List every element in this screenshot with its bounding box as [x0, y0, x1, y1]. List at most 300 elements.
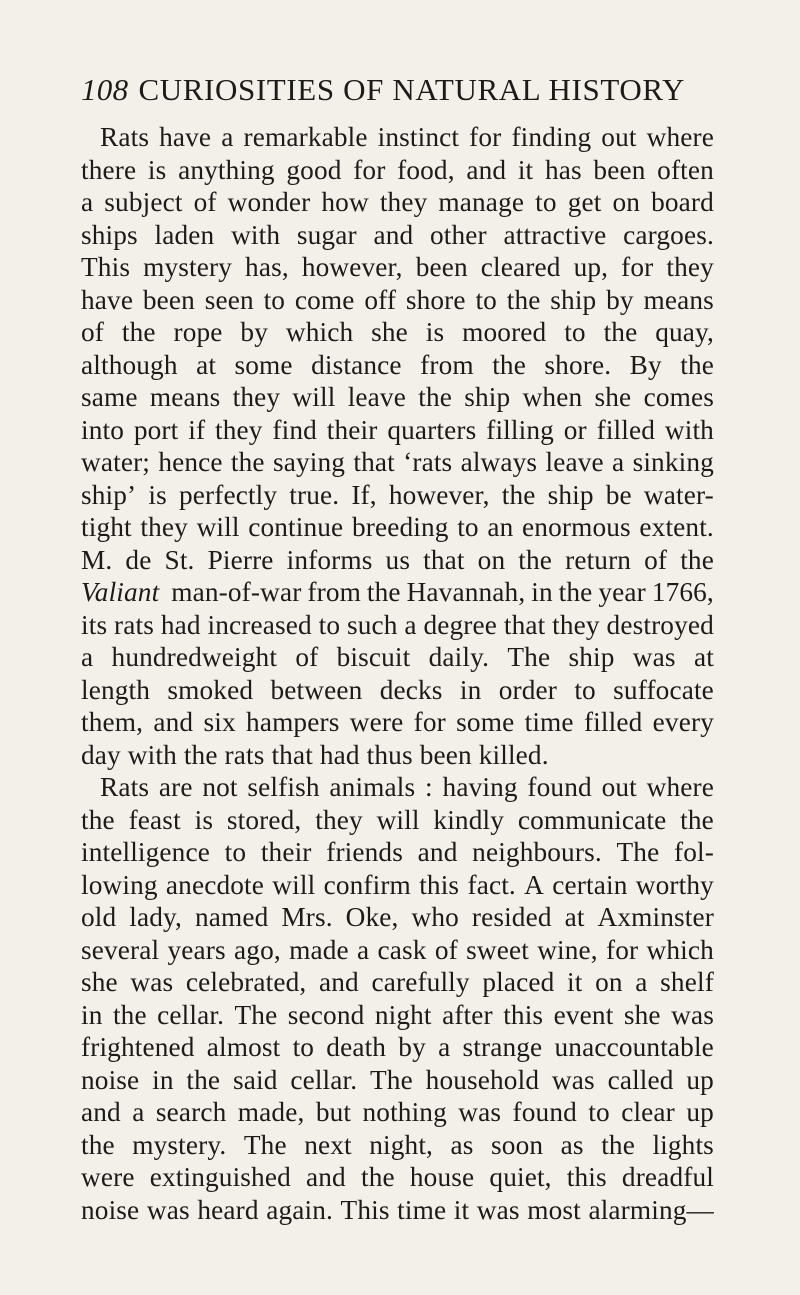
word: she — [81, 967, 118, 997]
word: they — [140, 512, 188, 542]
text-line — [81, 869, 714, 902]
word: with — [231, 219, 281, 250]
word: soon — [491, 1129, 544, 1160]
word: named — [194, 902, 269, 932]
word: water- — [643, 479, 714, 510]
word: wonder — [227, 187, 311, 217]
word: in — [81, 999, 103, 1030]
word: lowing — [81, 869, 158, 900]
word: of — [434, 934, 458, 965]
word: friends — [326, 837, 403, 867]
word: perfectly — [178, 479, 278, 510]
word: a — [81, 187, 94, 217]
word: were — [81, 1162, 135, 1192]
word: leave — [347, 382, 406, 412]
body-text — [81, 121, 714, 1226]
word: filled — [583, 707, 643, 737]
word: The — [243, 1129, 287, 1160]
page-number: 108 — [81, 72, 129, 107]
word: made, — [237, 1097, 305, 1127]
word: house — [409, 1162, 475, 1192]
word: on — [595, 967, 623, 997]
word: such — [346, 609, 398, 640]
word: household — [425, 1064, 540, 1095]
word: anything — [178, 154, 275, 185]
text-line — [81, 154, 714, 187]
word: search — [155, 1097, 227, 1127]
word: night, — [369, 1129, 434, 1160]
word: unaccountable — [554, 1032, 714, 1062]
word: always — [460, 447, 538, 477]
word: board — [651, 187, 714, 217]
word: means — [149, 382, 221, 412]
word: filled — [596, 414, 656, 445]
text-line — [81, 381, 714, 414]
word: finding — [511, 122, 592, 152]
word: are — [158, 772, 193, 802]
word: and — [417, 837, 458, 867]
word: however, — [301, 252, 403, 282]
word: Mrs. — [281, 902, 333, 932]
word: ships — [81, 219, 138, 250]
word: ship — [464, 382, 511, 412]
word: remarkable — [243, 122, 368, 152]
word: placed — [482, 967, 555, 997]
word: the — [366, 577, 401, 607]
word: get — [567, 187, 602, 217]
word: cellar. — [290, 1064, 358, 1095]
word: will — [292, 382, 336, 412]
text-line — [81, 446, 714, 479]
word: up — [686, 1064, 714, 1095]
word: saying — [272, 447, 346, 477]
word: noise — [81, 1064, 140, 1095]
word: a — [357, 934, 370, 965]
word: have — [159, 122, 212, 152]
word: they — [379, 187, 428, 217]
word: neighbours. — [472, 837, 602, 867]
word: its — [81, 609, 108, 640]
word: old — [81, 902, 117, 932]
word: that — [423, 544, 465, 575]
word: heard — [197, 1194, 259, 1225]
word: If, — [351, 479, 377, 510]
word: return — [565, 544, 632, 575]
word: for — [413, 707, 446, 737]
word: to — [318, 609, 341, 640]
word: and — [466, 154, 507, 185]
word: she — [371, 317, 408, 347]
word: will — [196, 512, 240, 542]
running-title: CURIOSITIES OF NATURAL HISTORY — [138, 72, 685, 107]
word: man-of-war — [171, 577, 302, 607]
text-line — [81, 186, 714, 219]
word: quarters — [387, 414, 477, 445]
word: they — [315, 804, 363, 835]
word: clear — [621, 1097, 675, 1127]
word: filling — [486, 414, 554, 445]
word: the — [680, 544, 714, 575]
word: at — [564, 902, 585, 932]
word: it — [453, 1194, 470, 1225]
word: years — [167, 934, 226, 965]
word: increased — [207, 609, 312, 640]
word: in — [152, 1064, 174, 1095]
text-line-last-paragraph-line — [81, 739, 714, 772]
word: suffocate — [613, 674, 714, 705]
word: is — [194, 804, 214, 835]
word: Axminster — [597, 902, 714, 932]
word: cargoes. — [623, 219, 714, 250]
word: the — [501, 479, 536, 510]
text-line — [81, 511, 714, 544]
word: often — [657, 154, 714, 185]
text-line — [81, 609, 714, 642]
word: the — [121, 317, 156, 347]
word: called — [607, 1064, 674, 1095]
word: instinct — [377, 122, 460, 152]
text-line — [81, 934, 714, 967]
word: had — [160, 609, 201, 640]
word: been — [142, 284, 195, 315]
word: to — [457, 512, 479, 542]
running-head — [81, 72, 714, 118]
word: food, — [397, 154, 455, 185]
word: it — [567, 967, 583, 997]
word: attractive — [503, 219, 607, 250]
word: worthy — [635, 869, 714, 900]
word: will — [376, 804, 420, 835]
word: from — [420, 349, 474, 380]
word: was — [130, 967, 174, 997]
word: to — [224, 837, 247, 867]
word: the — [558, 577, 593, 607]
word: several — [81, 934, 160, 965]
word: they — [552, 609, 600, 640]
word: have — [81, 284, 134, 315]
word: M. — [81, 544, 113, 575]
word: a — [221, 122, 234, 152]
word: de — [125, 544, 152, 575]
word: other — [430, 219, 487, 250]
word: tight — [81, 512, 132, 542]
word: to — [574, 674, 596, 705]
word: subject — [104, 187, 183, 217]
word: although — [81, 349, 178, 380]
word: daily. — [428, 642, 490, 672]
word: from — [307, 577, 361, 607]
word: degree — [423, 609, 498, 640]
word: was — [476, 1194, 520, 1225]
word: in — [531, 577, 553, 607]
word: hundredweight — [111, 642, 278, 672]
word: laden — [154, 219, 215, 250]
word: dreadful — [621, 1162, 714, 1192]
text-line — [81, 121, 714, 154]
word: off — [364, 284, 397, 315]
word: The — [616, 837, 660, 867]
word: it — [517, 154, 534, 185]
word: on — [612, 187, 641, 217]
word: rope — [173, 317, 223, 347]
word: the — [518, 544, 553, 575]
word: continue — [248, 512, 344, 542]
word: distance — [311, 349, 402, 380]
word: of — [295, 642, 319, 672]
text-line — [81, 1096, 714, 1129]
word: the — [680, 349, 714, 380]
word: the — [81, 1129, 115, 1160]
word: lady, — [129, 902, 182, 932]
word: enormous — [522, 512, 631, 542]
word: : — [425, 772, 433, 802]
word: animals — [329, 772, 416, 802]
word: by — [606, 284, 634, 315]
word: found — [512, 1097, 577, 1127]
word: nothing — [362, 1097, 447, 1127]
word: for — [353, 154, 386, 185]
text-line — [81, 1031, 714, 1064]
word: but — [315, 1097, 352, 1127]
word: been — [415, 252, 468, 282]
word: fol- — [674, 837, 714, 867]
word: of — [81, 317, 105, 347]
word: fact. — [467, 869, 516, 900]
word: to — [475, 284, 497, 315]
word: decks — [379, 674, 443, 705]
word: were — [349, 707, 404, 737]
word: extinguished — [149, 1162, 291, 1192]
word: order — [498, 674, 557, 705]
text-line — [81, 1161, 714, 1194]
word: Havannah, — [406, 577, 526, 607]
word: alarming— — [588, 1194, 714, 1225]
word: lights — [652, 1129, 714, 1160]
word: stored, — [226, 804, 302, 835]
word: there — [81, 154, 137, 185]
word: selfish — [247, 772, 320, 802]
text-line — [81, 966, 714, 999]
word: they — [215, 414, 263, 445]
word: of — [193, 187, 217, 217]
word: with — [664, 414, 714, 445]
word: however, — [388, 479, 490, 510]
word: almost — [206, 1032, 281, 1062]
text-line — [81, 674, 714, 707]
word: smoked — [167, 674, 254, 705]
text-line — [81, 544, 714, 577]
word: some — [234, 349, 293, 380]
text-line — [81, 479, 714, 512]
word: not — [202, 772, 238, 802]
word: 1766, — [651, 577, 714, 607]
word: a — [132, 1097, 145, 1127]
word: this — [419, 869, 460, 900]
word: destroyed — [606, 609, 714, 640]
word: certain — [552, 869, 628, 900]
word: event — [553, 999, 614, 1030]
word: to — [292, 1032, 315, 1062]
word: ago, — [234, 934, 281, 965]
word: moored — [462, 317, 547, 347]
text-line-with-italic — [81, 576, 714, 609]
word: ship — [550, 284, 597, 315]
word: at — [693, 642, 714, 672]
word: this — [503, 999, 544, 1030]
word: and — [81, 1097, 121, 1127]
text-line — [81, 999, 714, 1032]
word: she — [623, 999, 661, 1030]
word: hence — [158, 447, 223, 477]
word: This — [81, 252, 131, 282]
word: St. — [164, 544, 195, 575]
word: made — [289, 934, 349, 965]
word: to — [588, 1097, 610, 1127]
word: wine, — [537, 934, 598, 965]
word: resided — [471, 902, 552, 932]
word: the — [186, 1064, 221, 1095]
word: of — [644, 544, 668, 575]
word: when — [522, 382, 583, 412]
word: on — [477, 544, 506, 575]
text-line — [81, 804, 714, 837]
word: which — [646, 934, 714, 965]
word: strange — [462, 1032, 543, 1062]
word: Rats — [100, 122, 150, 152]
word: feast — [128, 804, 181, 835]
word: a — [612, 447, 625, 477]
word: said — [232, 1064, 278, 1095]
word: into — [81, 414, 125, 445]
word: ‘rats — [403, 447, 453, 477]
word: comes — [643, 382, 714, 412]
word: the — [506, 284, 541, 315]
word: ship — [568, 642, 615, 672]
word: carefully — [371, 967, 470, 997]
word: and — [306, 1162, 346, 1192]
word: the — [112, 999, 147, 1030]
text-line-content: day with the rats that had thus been killed. — [81, 739, 549, 770]
word: mystery. — [132, 1129, 227, 1160]
word: by — [398, 1032, 426, 1062]
word: true. — [289, 479, 340, 510]
word: good — [286, 154, 342, 185]
word: This — [340, 1194, 390, 1225]
word: and — [373, 219, 414, 250]
word: is — [147, 154, 167, 185]
word: at — [196, 349, 217, 380]
word: the — [360, 1162, 395, 1192]
word: they — [666, 252, 714, 282]
word: as — [450, 1129, 474, 1160]
word: who — [411, 902, 459, 932]
text-line — [81, 349, 714, 382]
word: ship — [547, 479, 594, 510]
word: six — [203, 707, 236, 737]
word: been — [593, 154, 646, 185]
word: cask — [377, 934, 427, 965]
word: in — [459, 674, 482, 705]
word: for — [621, 252, 654, 282]
text-line — [81, 706, 714, 739]
word: and — [319, 967, 359, 997]
word: quay, — [655, 317, 714, 347]
word: be — [605, 479, 632, 510]
text-line — [81, 316, 714, 349]
word: was — [458, 1097, 502, 1127]
word: The — [507, 642, 551, 672]
word: is — [148, 479, 167, 510]
word: to — [564, 317, 586, 347]
word: they — [232, 382, 281, 412]
word: between — [270, 674, 363, 705]
word: extent. — [639, 512, 714, 542]
text-line — [81, 836, 714, 869]
word: the — [81, 804, 115, 835]
word: find — [272, 414, 317, 445]
word: has — [544, 154, 582, 185]
word: sinking — [632, 447, 714, 477]
word: sugar — [296, 219, 357, 250]
word: us — [385, 544, 411, 575]
word: come — [294, 284, 355, 315]
word: cellar. — [157, 999, 225, 1030]
word: has, — [245, 252, 289, 282]
word: biscuit — [336, 642, 411, 672]
word: intelligence — [81, 837, 210, 867]
word: manage — [438, 187, 525, 217]
word: and — [153, 707, 194, 737]
word: was — [146, 1194, 190, 1225]
word: confirm — [323, 869, 411, 900]
word: a — [404, 609, 417, 640]
word: to — [263, 284, 286, 315]
word: how — [321, 187, 369, 217]
text-line — [81, 641, 714, 674]
word: quiet, — [489, 1162, 552, 1192]
word: a — [438, 1032, 451, 1062]
word: the — [680, 804, 714, 835]
word: Oke, — [345, 902, 399, 932]
word: up — [686, 1097, 714, 1127]
word: kindly — [433, 804, 504, 835]
word: that — [503, 609, 546, 640]
word: water; — [81, 447, 151, 477]
word: frightened — [81, 1032, 195, 1062]
word: sweet — [466, 934, 529, 965]
word: the — [603, 317, 638, 347]
word: anecdote — [165, 869, 265, 900]
word: most — [527, 1194, 581, 1225]
word: celebrated, — [185, 967, 307, 997]
word: out — [601, 122, 637, 152]
word: will — [272, 869, 316, 900]
word: By — [629, 349, 662, 380]
word: Pierre — [207, 544, 274, 575]
word: found — [527, 772, 592, 802]
word: ship’ — [81, 479, 137, 510]
word: which — [285, 317, 354, 347]
word: this — [566, 1162, 607, 1192]
word: the — [230, 447, 265, 477]
word: the — [492, 349, 526, 380]
word: shore — [405, 284, 466, 315]
word: where — [646, 122, 714, 152]
word: year — [598, 577, 646, 607]
text-line — [81, 414, 714, 447]
word: where — [646, 772, 714, 802]
word: after — [442, 999, 493, 1030]
